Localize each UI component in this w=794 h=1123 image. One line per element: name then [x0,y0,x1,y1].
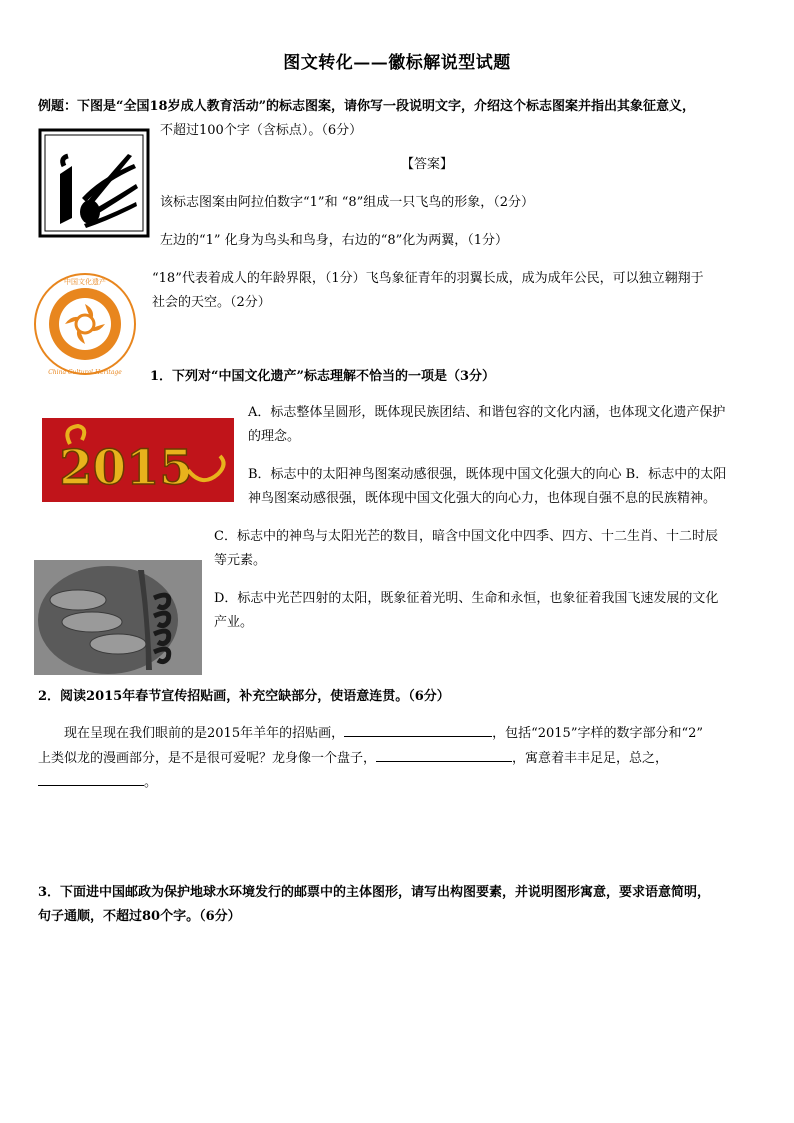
example-question-line2: 不超过100个字（含标点）。（6分） [160,123,363,138]
example-question-line1: 例题：下图是“全国18岁成人教育活动”的标志图案，请你写一段说明文字，介绍这个标志图案并指出其象征意义， [38,99,696,114]
question-2-para-line3 [38,771,157,794]
q2-text-2b: ，寓意着丰丰足足，总之， [512,751,669,766]
question-2-para-line1 [64,722,703,745]
option-c-line2: 等元素。 [214,553,267,568]
heritage-logo-chinese-text: 中国文化遗产 [64,278,106,286]
answer-line-2: 左边的“1” 化身为鸟头和鸟身，右边的“8”化为两翼，（1分） [160,233,509,248]
fill-blank-3[interactable] [38,771,144,786]
question-3-line1: 3．下面进中国邮政为保护地球水环境发行的邮票中的主体图形，请写出构图要素，并说明图形寓意，要求语意简明， [38,885,711,900]
answer-line-3a: “18”代表着成人的年龄界限，（1分）飞鸟象征青年的羽翼长成，成为成年公民，可以独立翱翔于 [152,271,704,286]
q2-text-1b: ，包括“2015”字样的数字部分和“2” [492,726,704,741]
answer-line-1: 该标志图案由阿拉伯数字“1”和 “8”组成一只飞鸟的形象，（2分） [160,195,535,210]
question-1-stem: 1．下列对“中国文化遗产”标志理解不恰当的一项是（3分） [150,369,496,384]
answer-line-3b: 社会的天空。（2分） [152,295,271,310]
poster-2015-text: 2015 [59,440,193,496]
water-environment-stamp-image [34,560,202,675]
q2-text-2a: 上类似龙的漫画部分，是不是很可爱呢？龙身像一个盘子， [38,751,377,766]
question-2-stem: 2．阅读2015年春节宣传招贴画，补充空缺部分，使语意连贯。（6分） [38,689,450,704]
option-d-line1: D．标志中光芒四射的太阳，既象征着光明、生命和永恒，也象征着我国飞速发展的文化 [214,591,719,606]
q2-text-1a: 现在呈现在我们眼前的是2015年羊年的招贴画， [64,726,345,741]
question-2-para-line2 [38,747,668,770]
option-c-line1: C．标志中的神鸟与太阳光芒的数目，暗含中国文化中四季、四方、十二生肖、十二时辰 [214,529,718,544]
fill-blank-2[interactable] [376,747,512,762]
heritage-logo-english-text: China Cultural Heritage [48,369,122,376]
option-a-line1: A．标志整体呈圆形，既体现民族团结、和谐包容的文化内涵，也体现文化遗产保护 [248,405,726,420]
option-b-line2: 神鸟图案动感很强，既体现中国文化强大的向心力，也体现自强不息的民族精神。 [248,491,717,506]
option-a-line2: 的理念。 [248,429,301,444]
q2-text-3: 。 [144,775,158,790]
question-3-line2: 句子通顺，不超过80个字。（6分） [38,909,241,924]
option-b-line1: B．标志中的太阳神鸟图案动感很强，既体现中国文化强大的向心 B．标志中的太阳 [248,467,727,482]
fill-blank-1[interactable] [344,722,492,737]
spring-festival-2015-poster [42,418,234,502]
option-d-line2: 产业。 [214,615,254,630]
china-cultural-heritage-logo [32,270,138,380]
page-title: 图文转化——徽标解说型试题 [283,53,511,73]
adult-education-18-logo [38,128,150,238]
answer-heading: 【答案】 [400,157,453,172]
